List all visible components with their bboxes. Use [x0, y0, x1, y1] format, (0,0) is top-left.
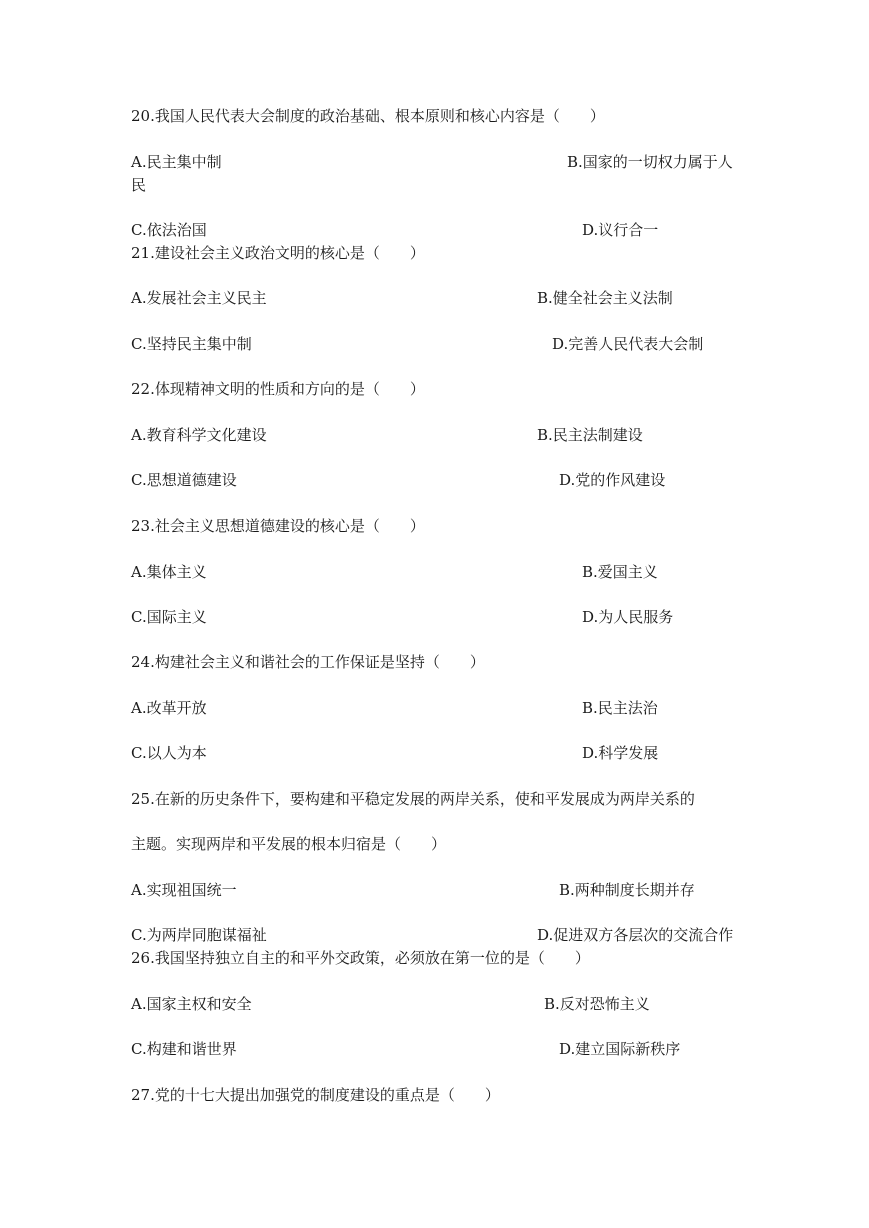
question-26-option-c: C.构建和谐世界 [131, 1040, 237, 1058]
question-23-option-b: B.爱国主义 [582, 563, 658, 581]
question-21: 21.建设社会主义政治文明的核心是（ ） [131, 244, 425, 262]
question-24-option-d: D.科学发展 [582, 744, 659, 762]
question-26-option-b: B.反对恐怖主义 [544, 995, 650, 1013]
question-25-option-d: D.促进双方各层次的交流合作 [537, 926, 734, 944]
question-21-option-b: B.健全社会主义法制 [537, 289, 673, 307]
question-20-option-c: C.依法治国 [131, 221, 207, 239]
question-22-option-d: D.党的作风建设 [559, 471, 666, 489]
question-20-option-b-wrap: 民 [131, 176, 147, 194]
question-24-option-a: A.改革开放 [131, 699, 207, 717]
question-26-option-d: D.建立国际新秩序 [559, 1040, 681, 1058]
question-25-option-b: B.两种制度长期并存 [559, 881, 695, 899]
question-21-option-c: C.坚持民主集中制 [131, 335, 252, 353]
question-23-option-a: A.集体主义 [131, 563, 207, 581]
question-22: 22.体现精神文明的性质和方向的是（ ） [131, 380, 425, 398]
question-22-option-c: C.思想道德建设 [131, 471, 237, 489]
question-26-option-a: A.国家主权和安全 [131, 995, 252, 1013]
question-23-option-d: D.为人民服务 [582, 608, 674, 626]
question-25-continued: 主题。实现两岸和平发展的根本归宿是（ ） [131, 835, 447, 853]
question-20-option-d: D.议行合一 [582, 221, 659, 239]
question-21-option-a: A.发展社会主义民主 [131, 289, 267, 307]
question-22-option-a: A.教育科学文化建设 [131, 426, 267, 444]
question-25-option-c: C.为两岸同胞谋福祉 [131, 926, 267, 944]
question-23-option-c: C.国际主义 [131, 608, 207, 626]
question-20-option-b: B.国家的一切权力属于人 [567, 153, 733, 171]
question-25-option-a: A.实现祖国统一 [131, 881, 237, 899]
question-24-option-c: C.以人为本 [131, 744, 207, 762]
question-23: 23.社会主义思想道德建设的核心是（ ） [131, 517, 425, 535]
question-22-option-b: B.民主法制建设 [537, 426, 643, 444]
question-25: 25.在新的历史条件下，要构建和平稳定发展的两岸关系，使和平发展成为两岸关系的 [131, 790, 695, 808]
question-20-option-a: A.民主集中制 [131, 153, 222, 171]
question-24: 24.构建社会主义和谐社会的工作保证是坚持（ ） [131, 653, 485, 671]
question-20: 20.我国人民代表大会制度的政治基础、根本原则和核心内容是（ ） [131, 107, 605, 125]
question-26: 26.我国坚持独立自主的和平外交政策，必须放在第一位的是（ ） [131, 949, 590, 967]
question-24-option-b: B.民主法治 [582, 699, 658, 717]
question-27: 27.党的十七大提出加强党的制度建设的重点是（ ） [131, 1086, 500, 1104]
question-21-option-d: D.完善人民代表大会制 [552, 335, 704, 353]
